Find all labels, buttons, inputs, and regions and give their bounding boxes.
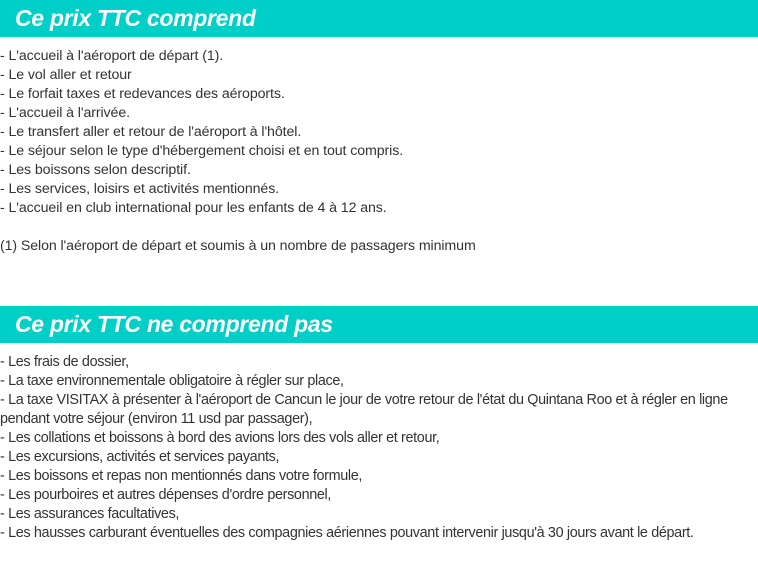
list-item: - Les collations et boissons à bord des avions lors des vols aller et retour, xyxy=(0,430,440,446)
list-item: - Le transfert aller et retour de l'aéroport à l'hôtel. xyxy=(0,124,302,140)
list-item: - Les hausses carburant éventuelles des compagnies aériennes pouvant intervenir jusqu'à 30 jours avant le départ. xyxy=(0,525,694,541)
list-item: - L'accueil à l'aéroport de départ (1). xyxy=(0,48,224,64)
list-item: - Les assurances facultatives, xyxy=(0,506,180,522)
list-item: - L'accueil en club international pour les enfants de 4 à 12 ans. xyxy=(0,200,387,216)
included-list xyxy=(0,47,740,218)
excluded-list xyxy=(0,353,740,543)
list-item: - La taxe VISITAX à présenter à l'aéroport de Cancun le jour de votre retour de l'état du Quintana Roo et à régler en ligne pendant votre séjour (environ 11 usd par passager), xyxy=(0,392,728,427)
list-item: - Le vol aller et retour xyxy=(0,67,132,83)
list-item: - Les frais de dossier, xyxy=(0,354,129,370)
excluded-section-title: Ce prix TTC ne comprend pas xyxy=(0,306,758,343)
list-item: - Le forfait taxes et redevances des aéroports. xyxy=(0,86,285,102)
list-item: - Les boissons et repas non mentionnés dans votre formule, xyxy=(0,468,363,484)
list-item: - L'accueil à l'arrivée. xyxy=(0,105,130,121)
footnote: (1) Selon l'aéroport de départ et soumis à un nombre de passagers minimum xyxy=(0,238,476,254)
included-section-title: Ce prix TTC comprend xyxy=(0,0,758,37)
list-item: - Les boissons selon descriptif. xyxy=(0,162,191,178)
list-item: - Les services, loisirs et activités mentionnés. xyxy=(0,181,280,197)
list-item: - Les pourboires et autres dépenses d'ordre personnel, xyxy=(0,487,332,503)
list-item: - Les excursions, activités et services payants, xyxy=(0,449,280,465)
list-item: - Le séjour selon le type d'hébergement choisi et en tout compris. xyxy=(0,143,404,159)
list-item: - La taxe environnementale obligatoire à régler sur place, xyxy=(0,373,344,389)
